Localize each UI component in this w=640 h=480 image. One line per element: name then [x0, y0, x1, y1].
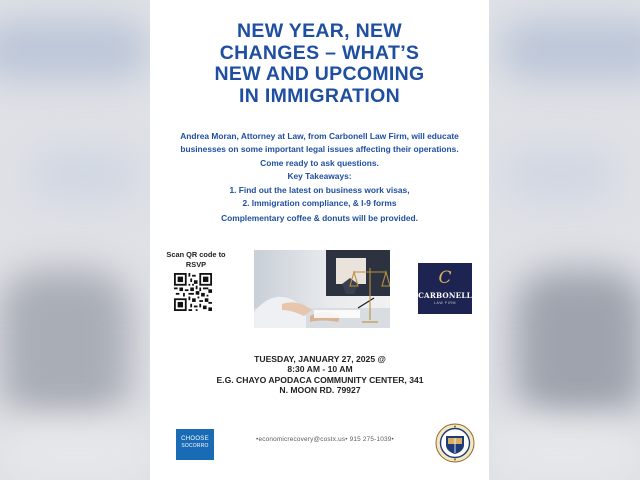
- flyer-description: [156, 130, 483, 210]
- logo-subtitle: LAW FIRM: [433, 301, 457, 305]
- qr-label-line: RSVP: [185, 260, 207, 269]
- badge-line: SOCORRO: [181, 443, 209, 449]
- description-line: Come ready to ask questions.: [260, 157, 379, 168]
- backdrop-blur-right-mid: [505, 150, 615, 200]
- title-line: NEW YEAR, NEW: [237, 20, 402, 42]
- legal-consultation-photo: [254, 250, 390, 328]
- backdrop-blur-left-top: [0, 20, 150, 80]
- backdrop-blur-left-footer: [0, 420, 150, 480]
- backdrop-blur-right-footer: [490, 420, 640, 480]
- title-line: NEW AND UPCOMING: [214, 63, 425, 85]
- logo-monogram: C: [438, 268, 452, 288]
- rsvp-qr-code[interactable]: [174, 273, 212, 311]
- description-line: Key Takeaways:: [287, 171, 352, 182]
- carbonell-law-firm-logo: [418, 263, 472, 314]
- description-line: 1. Find out the latest on business work visas,: [229, 184, 410, 195]
- coffee-note: Complementary coffee & donuts will be provided.: [221, 213, 418, 223]
- description-line: 2. Immigration compliance, & I-9 forms: [242, 198, 397, 209]
- choose-socorro-badge: [176, 429, 214, 460]
- description-line: businesses on some important legal issues affecting their operations.: [180, 144, 459, 155]
- flyer-title: [160, 21, 479, 107]
- event-line: N. MOON RD. 79927: [279, 385, 361, 396]
- contact-info: •economicrecovery@costx.us• 915 275-1039•: [256, 436, 394, 443]
- backdrop-blur-right-bottom: [515, 270, 640, 420]
- backdrop-blur-left-bottom: [0, 270, 130, 420]
- event-line: 8:30 AM - 10 AM: [287, 364, 353, 375]
- event-flyer: [150, 0, 489, 480]
- qr-label-line: Scan QR code to: [166, 250, 226, 259]
- event-line: TUESDAY, JANUARY 27, 2025 @: [254, 354, 386, 364]
- badge-line: CHOOSE: [181, 436, 209, 442]
- backdrop-blur-right-top: [500, 20, 640, 80]
- backdrop-blur-left-mid: [30, 150, 140, 200]
- city-seal-icon: [435, 423, 475, 463]
- title-line: CHANGES – WHAT’S: [219, 41, 420, 64]
- qr-label: [164, 250, 228, 270]
- title-line: IN IMMIGRATION: [239, 84, 400, 107]
- description-line: Andrea Moran, Attorney at Law, from Carbonell Law Firm, will educate: [180, 131, 459, 141]
- event-line: E.G. CHAYO APODACA COMMUNITY CENTER, 341: [216, 374, 424, 385]
- logo-firm-name: CARBONELL: [418, 291, 472, 300]
- event-details: [180, 354, 460, 396]
